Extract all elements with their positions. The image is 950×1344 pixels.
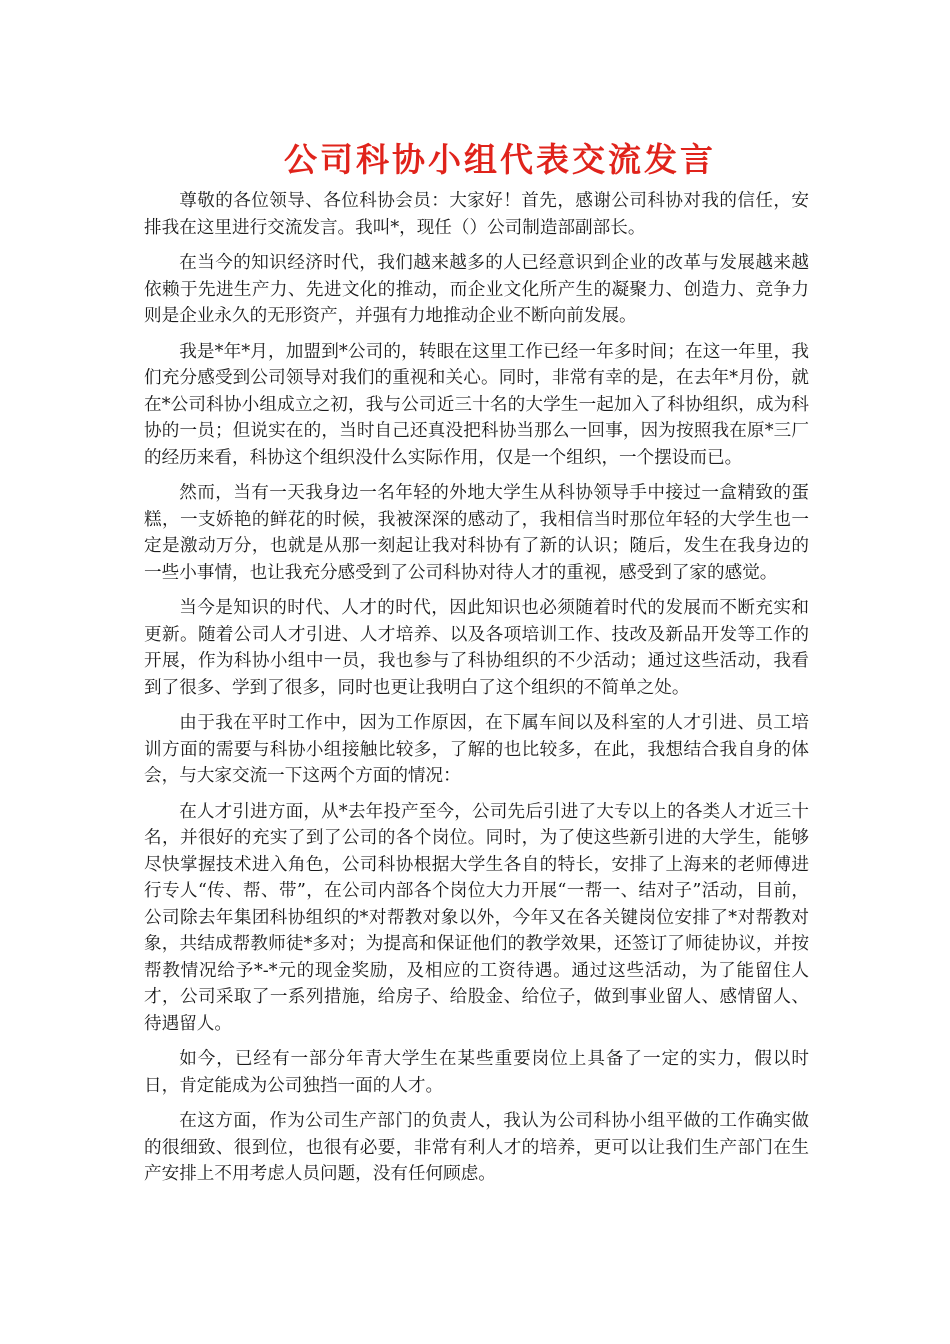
paragraph-moved-by-gift: 然而，当有一天我身边一名年轻的外地大学生从科协领导手中接过一盒精致的蛋糕，一支娇艳的鲜花的时候，我被深深的感动了，我相信当时那位年轻的大学生也一定是激动万分，也就是从那一刻起让我对科协有了新的认识；随后，发生在我身边的一些小事情，也让我充分感受到了公司科协对待人才的重视，感受到了家的感觉。 [144,483,809,583]
paragraph-work-contact: 由于我在平时工作中，因为工作原因，在下属车间以及科室的人才引进、员工培训方面的需要与科协小组接触比较多，了解的也比较多，在此，我想结合我自身的体会，与大家交流一下这两个方面的情况： [144,713,809,786]
paragraph-greeting: 尊敬的各位领导、各位科协会员：大家好！首先，感谢公司科协对我的信任，安排我在这里进行交流发言。我叫*，现任（）公司制造部副部长。 [144,191,809,238]
paragraph-joining-company: 我是*年*月，加盟到*公司的，转眼在这里工作已经一年多时间；在这一年里，我们充分感受到公司领导对我们的重视和关心。同时，非常有幸的是，在去年*月份，就在*公司科协小组成立之初，我与公司近三十名的大学生一起加入了科协组织，成为科协的一员；但说实在的，当时自己还真没把科协当那么一回事，因为按照我在原*三厂的经历来看，科协这个组织没什么实际作用，仅是一个组织，一个摆设而已。 [144,341,809,468]
document-title: 公司科协小组代表交流发言 [284,140,716,179]
paragraph-talent-era: 当今是知识的时代、人才的时代，因此知识也必须随着时代的发展而不断充实和更新。随着公司人才引进、人才培养、以及各项培训工作、技改及新品开发等工作的开展，作为科协小组中一员，我也参与了科协组织的不少活动；通过这些活动，我看到了很多、学到了很多，同时也更让我明白了这个组织的不简单之处。 [144,598,809,698]
paragraph-talent-introduction: 在人才引进方面，从*去年投产至今，公司先后引进了大专以上的各类人才近三十名，并很好的充实了到了公司的各个岗位。同时，为了使这些新引进的大学生，能够尽快掌握技术进入角色，公司科协根据大学生各自的特长，安排了上海来的老师傅进行专人“传、帮、带”，在公司内部各个岗位大力开展“一帮一、结对子”活动，目前，公司除去年集团科协组织的*对帮教对象以外，今年又在各关键岗位安排了*对帮教对象，共结成帮教师徒*多对；为提高和保证他们的教学效果，还签订了师徒协议，并按帮教情况给予*-*元的现金奖励，及相应的工资待遇。通过这些活动，为了能留住人才，公司采取了一系列措施，给房子、给股金、给位子，做到事业留人、感情留人、待遇留人。 [144,801,809,1034]
paragraph-production-department: 在这方面，作为公司生产部门的负责人，我认为公司科协小组平做的工作确实做的很细致、很到位，也很有必要，非常有利人才的培养，更可以让我们生产部门在生产安排上不用考虑人员问题，没有任何顾虑。 [144,1111,809,1184]
paragraph-knowledge-economy: 在当今的知识经济时代，我们越来越多的人已经意识到企业的改革与发展越来越依赖于先进生产力、先进文化的推动，而企业文化所产生的凝聚力、创造力、竞争力则是企业永久的无形资产，并强有力地推动企业不断向前发展。 [144,253,809,326]
document-body [144,188,809,1197]
paragraph-young-graduates: 如今，已经有一部分年青大学生在某些重要岗位上具备了一定的实力，假以时日，肯定能成为公司独挡一面的人才。 [144,1049,809,1096]
